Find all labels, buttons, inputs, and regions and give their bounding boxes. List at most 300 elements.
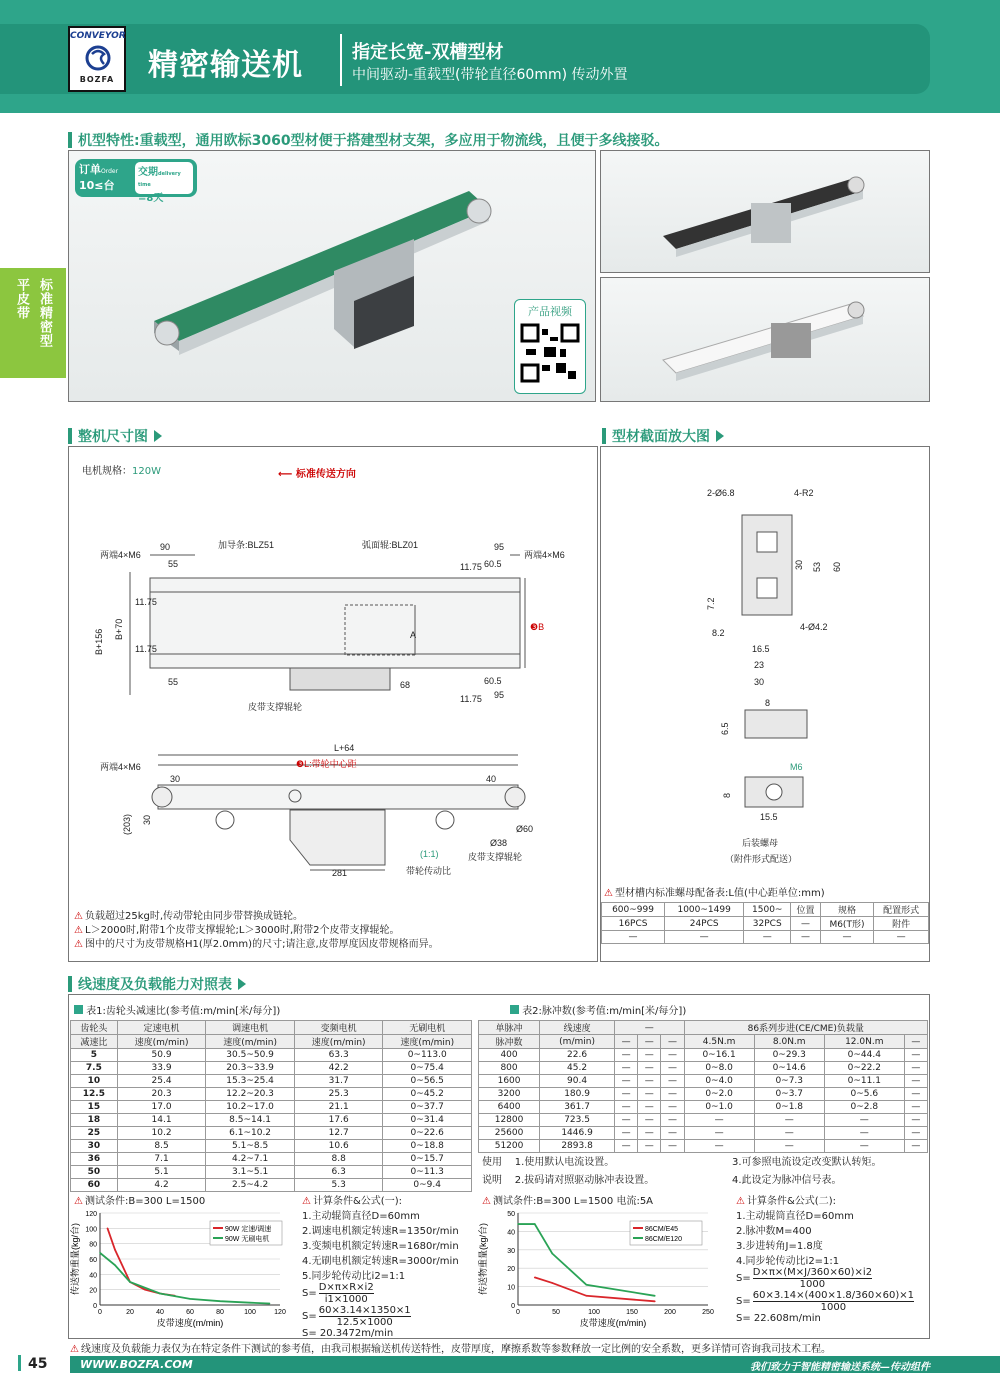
y-tick-label: 100	[85, 1226, 97, 1234]
dim-4-r2: 4-R2	[794, 488, 814, 498]
cell: 31.7	[294, 1075, 383, 1088]
cell: 位置	[791, 903, 821, 917]
calc1-title: 计算条件&公式(一):	[313, 1196, 402, 1207]
dim-55: 55	[168, 559, 179, 569]
table1-header-row	[71, 1021, 472, 1035]
dim-11-75-left-bottom: 11.75	[135, 644, 157, 654]
column-header: —	[638, 1035, 661, 1049]
data-point	[159, 1293, 161, 1295]
direction-label: ⟵ 标准传送方向	[278, 469, 356, 480]
legend-entry: 86CM/E45	[645, 1226, 679, 1233]
cell: 0~1.8	[754, 1101, 824, 1114]
footnote-text: 线速度及负载能力表仅为在特定条件下测试的参考值，由我司根据输送机传送特性，皮带厚度，摩擦系数等参数释放一定比例的安全系数，更多详情可咨询我司技术工程。	[81, 1344, 831, 1355]
table-row	[479, 1101, 928, 1114]
dim-profile-30-bottom: 30	[754, 677, 765, 687]
label-m6-side: 两端4×M6	[100, 762, 141, 772]
table-row	[479, 1127, 928, 1140]
cell: —	[791, 917, 821, 931]
cell: M6(T形)	[820, 917, 873, 931]
data-point	[551, 1282, 553, 1284]
label-m6-left: 两端4×M6	[100, 550, 141, 560]
cell: 50.9	[117, 1049, 206, 1062]
cell: —	[615, 1140, 638, 1153]
x-tick-label: 50	[552, 1309, 560, 1316]
cell: 1500~	[744, 903, 791, 917]
cell: —	[904, 1062, 927, 1075]
chart-2	[478, 1205, 718, 1335]
table2-header-row	[479, 1035, 928, 1049]
dim-95-bottom: 95	[494, 690, 505, 700]
profile-drawing	[602, 480, 928, 870]
cell: 25.3	[294, 1088, 383, 1101]
column-header: 脉冲数	[479, 1035, 540, 1049]
features-heading-text: 机型特性:重载型，通用欧标3060型材便于搭建型材支架，多应用于物流线，且便于多线接驳。	[78, 133, 669, 149]
cell: —	[615, 1049, 638, 1062]
column-header: 减速比	[71, 1035, 118, 1049]
x-tick-label: 20	[126, 1309, 134, 1316]
chart-1	[70, 1205, 298, 1335]
cell: —	[820, 931, 873, 944]
logo-emblem-icon	[84, 45, 112, 71]
motor-label: 电机规格：	[82, 466, 132, 477]
ratio-1-1: (1:1)	[420, 849, 439, 859]
cell: 0~31.4	[383, 1114, 472, 1127]
legend-entry: 90W 定速/调速	[225, 1226, 272, 1233]
profile-heading	[602, 426, 724, 446]
data-point	[189, 1298, 191, 1300]
subtitle-primary: 指定长宽-双槽型材	[352, 42, 504, 63]
y-tick-label: 0	[93, 1303, 97, 1310]
note-label: 说明	[482, 1175, 502, 1186]
calc1-f1-den: i1×1000	[324, 1294, 368, 1305]
cell: 10.6	[294, 1140, 383, 1153]
calc2-f2-num: 60×3.14×(400×1.8/360×60)×1	[752, 1290, 914, 1301]
cell: —	[824, 1114, 904, 1127]
cell: 0~8.0	[684, 1062, 754, 1075]
dim-11-75-left-top: 11.75	[135, 597, 157, 607]
y-tick-label: 30	[507, 1247, 515, 1255]
calc2-s: S=	[736, 1273, 751, 1284]
data-point	[654, 1295, 656, 1297]
explain-note-2: 4.此设定为脉冲信号表。	[732, 1175, 842, 1186]
note-3-text: 图中的尺寸为皮带规格H1(厚2.0mm)的尺寸;请注意,皮带厚度因皮带规格而异。	[85, 939, 439, 950]
delivery-label-en: delivery time	[138, 171, 181, 188]
delivery-days: =8天	[138, 193, 164, 204]
cell: 51200	[479, 1140, 540, 1153]
cell: —	[638, 1088, 661, 1101]
cell: 45.2	[540, 1062, 615, 1075]
data-point	[144, 1289, 146, 1291]
table1-title	[74, 1002, 280, 1017]
data-point	[551, 1253, 553, 1255]
y-tick-label: 40	[89, 1272, 97, 1280]
calc1-line: 3.变频电机额定转速R=1680r/min	[302, 1241, 459, 1252]
table2-header-row	[479, 1021, 928, 1035]
cell: 10	[71, 1075, 118, 1088]
cell: —	[615, 1101, 638, 1114]
dim-nut-8-side: 8	[722, 792, 732, 798]
y-axis-label: 传送物重量(kg/台)	[70, 1222, 80, 1296]
x-tick-label: 100	[588, 1309, 600, 1316]
cell: 0~11.3	[383, 1166, 472, 1179]
table-row	[479, 1049, 928, 1062]
table1-header-row	[71, 1035, 472, 1049]
cell: 7.1	[117, 1153, 206, 1166]
data-point	[534, 1277, 536, 1279]
cell: 2.5~4.2	[206, 1179, 295, 1192]
cell: —	[638, 1140, 661, 1153]
cell: —	[904, 1101, 927, 1114]
column-header: 速度(m/min)	[206, 1035, 295, 1049]
test-condition-1-text: 测试条件:B=300 L=1500	[85, 1196, 206, 1207]
data-point	[219, 1300, 221, 1302]
cell: 42.2	[294, 1062, 383, 1075]
cell: 7.5	[71, 1062, 118, 1075]
video-label: 产品视频	[528, 305, 572, 318]
cell: 0~44.4	[824, 1049, 904, 1062]
features-heading	[68, 130, 669, 150]
table-row	[71, 1140, 472, 1153]
cell: 4.2~7.1	[206, 1153, 295, 1166]
cell: —	[904, 1088, 927, 1101]
dim-b70: B+70	[114, 618, 124, 640]
cell: —	[661, 1062, 684, 1075]
cell: —	[615, 1062, 638, 1075]
data-point	[99, 1252, 101, 1254]
footer-url-text[interactable]: WWW.BOZFA.COM	[80, 1358, 193, 1371]
cell: 0~75.4	[383, 1062, 472, 1075]
column-header: 变频电机	[294, 1021, 383, 1035]
order-label: 订单	[79, 163, 101, 176]
cell: 17.6	[294, 1114, 383, 1127]
cell: —	[661, 1114, 684, 1127]
table-row	[71, 1179, 472, 1192]
dim-profile-8-2: 8.2	[712, 628, 725, 638]
cell: —	[684, 1114, 754, 1127]
cell: 0~22.2	[824, 1062, 904, 1075]
cell: 5.3	[294, 1179, 383, 1192]
side-category-tab[interactable]	[0, 268, 66, 378]
side-tab-text-1: 平皮带	[14, 278, 29, 320]
cell: —	[904, 1114, 927, 1127]
x-tick-label: 250	[702, 1309, 714, 1316]
test-condition-2-text: 测试条件:B=300 L=1500 电流:5A	[493, 1196, 654, 1207]
dim-profile-53: 53	[812, 561, 822, 572]
page-number: 45	[28, 1356, 48, 1372]
cell: —	[638, 1075, 661, 1088]
nut-table	[601, 902, 929, 944]
x-axis-label: 皮带速度(m/min)	[579, 1318, 647, 1328]
cell: —	[615, 1127, 638, 1140]
cell: —	[638, 1101, 661, 1114]
cell: 50	[71, 1166, 118, 1179]
dims-heading-text: 整机尺寸图	[78, 429, 148, 445]
cell: 0~4.0	[684, 1075, 754, 1088]
test-condition-2: ⚠ 测试条件:B=300 L=1500 电流:5A	[482, 1196, 654, 1207]
legend-entry: 90W 无刷电机	[225, 1236, 270, 1243]
calc1-f2-den: 12.5×1000	[336, 1317, 393, 1328]
cell: —	[754, 1127, 824, 1140]
data-point	[534, 1223, 536, 1225]
column-header: 单脉冲	[479, 1021, 540, 1035]
label-m6-right: 两端4×M6	[524, 550, 565, 560]
column-header: —	[661, 1035, 684, 1049]
cell: 0~9.4	[383, 1179, 472, 1192]
pulse-table	[478, 1020, 928, 1153]
video-qr-card[interactable]	[514, 299, 586, 394]
dim-nut-m6: M6	[790, 762, 803, 772]
cell: 8.8	[294, 1153, 383, 1166]
cell: 17.0	[117, 1101, 206, 1114]
cell: 0~7.3	[754, 1075, 824, 1088]
cell: 0~2.8	[824, 1101, 904, 1114]
side-tab-text-2: 标准精密型	[37, 278, 52, 348]
cell: 3.1~5.1	[206, 1166, 295, 1179]
x-tick-label: 200	[664, 1309, 676, 1316]
cell: —	[684, 1140, 754, 1153]
cell: —	[824, 1140, 904, 1153]
note-1-text: 负载超过25kg时,传动带轮由同步带替换成链轮。	[85, 911, 304, 922]
cell: —	[661, 1140, 684, 1153]
cell: 30.5~50.9	[206, 1049, 295, 1062]
cell: —	[744, 931, 791, 944]
cell: —	[791, 931, 821, 944]
cell: 0~22.6	[383, 1127, 472, 1140]
cell: 5.1	[117, 1166, 206, 1179]
cell: 800	[479, 1062, 540, 1075]
cell: 25.4	[117, 1075, 206, 1088]
cell: 0~37.7	[383, 1101, 472, 1114]
column-header: 8.0N.m	[754, 1035, 824, 1049]
cell: 0~113.0	[383, 1049, 472, 1062]
dim-d38: Ø38	[490, 838, 508, 848]
table-row	[71, 1127, 472, 1140]
cell: 63.3	[294, 1049, 383, 1062]
calc1-line: 5.同步轮传动比i2=1:1	[302, 1271, 406, 1282]
column-header: 调速电机	[206, 1021, 295, 1035]
calc2-f1-num: D×π×(M×J/360×60)×i2	[752, 1267, 873, 1278]
explain-note-1: 2.拔码请对照驱动脉冲表设置。	[514, 1175, 655, 1186]
column-header: 线速度	[540, 1021, 615, 1035]
y-tick-label: 10	[507, 1284, 515, 1292]
column-header: 12.0N.m	[824, 1035, 904, 1049]
cell: 10.2	[117, 1127, 206, 1140]
cell: 18	[71, 1114, 118, 1127]
cell: —	[665, 931, 744, 944]
cell: 0~2.0	[684, 1088, 754, 1101]
calc2-line: 2.脉冲数M=400	[736, 1226, 812, 1237]
page-title: 精密输送机	[148, 48, 303, 83]
label-support-roller: 皮带支撑辊轮	[248, 702, 303, 712]
cell: —	[661, 1075, 684, 1088]
column-header: (m/min)	[540, 1035, 615, 1049]
dim-profile-23: 23	[754, 660, 765, 670]
label-guide-bar: 加导条:BLZ51	[218, 540, 275, 550]
delivery-badge	[135, 162, 193, 204]
calc1-f2-num: 60×3.14×1350×1	[318, 1305, 411, 1316]
footnote: ⚠ 线速度及负载能力表仅为在特定条件下测试的参考值，由我司根据输送机传送特性，皮带厚度，摩擦系数等参数释放一定比例的安全系数，更多详情可咨询我司技术工程。	[70, 1344, 831, 1355]
order-label-en: Order	[101, 168, 119, 175]
brand-logo	[68, 26, 126, 92]
cell: 0~56.5	[383, 1075, 472, 1088]
footer-mark	[18, 1355, 21, 1371]
table-row	[479, 1140, 928, 1153]
use-note-1: 1.使用默认电流设置。	[514, 1157, 615, 1168]
delivery-label: 交期	[138, 167, 158, 178]
dim-4-d4-2: 4-Ø4.2	[800, 622, 828, 632]
legend-entry: 86CM/E120	[645, 1236, 682, 1243]
column-header: 无刷电机	[383, 1021, 472, 1035]
cell: 2893.8	[540, 1140, 615, 1153]
cell: 12800	[479, 1114, 540, 1127]
dim-95: 95	[494, 542, 505, 552]
cell: 20.3	[117, 1088, 206, 1101]
y-tick-label: 20	[89, 1287, 97, 1295]
cell: 6.3	[294, 1166, 383, 1179]
cell: 0~45.2	[383, 1088, 472, 1101]
calc1-line: 1.主动辊筒直径D=60mm	[302, 1211, 420, 1222]
cell: 25	[71, 1127, 118, 1140]
cell: 14.1	[117, 1114, 206, 1127]
nut-table-title-text: 型材槽内标准螺母配备表:L值(中心距单位:mm)	[615, 888, 825, 899]
data-point	[107, 1228, 109, 1230]
cell: 配置形式	[874, 903, 929, 917]
dim-d60: Ø60	[516, 824, 534, 834]
table-row	[71, 1101, 472, 1114]
cell: 90.4	[540, 1075, 615, 1088]
dim-profile-7-2: 7.2	[706, 597, 716, 610]
column-header: 86系列步进(CE/CME)负载量	[684, 1021, 927, 1035]
data-point	[586, 1284, 588, 1286]
calc1-line: 4.无刷电机额定转速R=3000r/min	[302, 1256, 459, 1267]
dims-notes	[74, 910, 439, 952]
nut-note: （附件形式配送）	[725, 854, 798, 864]
x-tick-label: 0	[98, 1309, 102, 1316]
footer-slogan: 我们致力于智能精密输送系统—传动组件	[750, 1362, 930, 1373]
qr-code-icon[interactable]	[520, 323, 580, 383]
dim-30-vertical: 30	[142, 814, 152, 825]
cell: 8.5~14.1	[206, 1114, 295, 1127]
data-point	[129, 1281, 131, 1283]
motor-value: 120W	[132, 466, 161, 477]
table-row	[71, 1062, 472, 1075]
table-row	[479, 1088, 928, 1101]
column-header: —	[615, 1035, 638, 1049]
calc1-s: S=	[302, 1288, 317, 1299]
dims-heading	[68, 426, 162, 446]
table-row	[71, 1166, 472, 1179]
footer-bar	[260, 1356, 1000, 1373]
data-point	[114, 1249, 116, 1251]
calc2-result: S= 22.608m/min	[736, 1313, 821, 1324]
direction-text: 标准传送方向	[295, 469, 356, 480]
cell: 规格	[820, 903, 873, 917]
table1-title-text: 表1:齿轮头减速比(参考值:m/min[米/每分])	[86, 1006, 281, 1017]
cell: —	[754, 1140, 824, 1153]
cell: 24PCS	[665, 917, 744, 931]
dim-b: ❸B	[530, 622, 545, 632]
dim-b156: B+156	[94, 628, 104, 655]
table-row	[479, 1062, 928, 1075]
cell: 25600	[479, 1127, 540, 1140]
cell: —	[904, 1049, 927, 1062]
dim-a: A	[410, 630, 417, 640]
cell: —	[638, 1049, 661, 1062]
cell: —	[661, 1088, 684, 1101]
dim-60-5: 60.5	[484, 559, 502, 569]
x-tick-label: 120	[274, 1309, 286, 1316]
y-tick-label: 120	[85, 1211, 97, 1218]
cell: 0~5.6	[824, 1088, 904, 1101]
dim-l-center: ❸L:带轮中心距	[296, 759, 357, 769]
cell: 6400	[479, 1101, 540, 1114]
footer-url[interactable]	[70, 1356, 260, 1373]
conveyor-thumb-dark	[601, 151, 929, 272]
cell: 600~999	[602, 903, 665, 917]
y-tick-label: 60	[89, 1257, 97, 1264]
cell: 180.9	[540, 1088, 615, 1101]
y-tick-label: 20	[507, 1266, 515, 1274]
logo-text-bottom: BOZFA	[79, 75, 115, 84]
table-row	[602, 931, 929, 944]
cell: 0~3.7	[754, 1088, 824, 1101]
speed-heading	[68, 974, 246, 994]
column-header: 4.5N.m	[684, 1035, 754, 1049]
calc1-line: 2.调速电机额定转速R=1350r/min	[302, 1226, 459, 1237]
cell: 15	[71, 1101, 118, 1114]
table-row	[479, 1075, 928, 1088]
calc1-result: S= 20.3472m/min	[302, 1328, 394, 1339]
table2-title	[510, 1002, 686, 1017]
calc2-f2-den: 1000	[820, 1302, 847, 1313]
use-label: 使用	[482, 1157, 502, 1168]
cell: 36	[71, 1153, 118, 1166]
note-1: ⚠ 负载超过25kg时,传动带轮由同步带替换成链轮。	[74, 911, 304, 922]
nut-name: 后装螺母	[742, 838, 779, 848]
calc1-f1-num: D×π×R×i2	[318, 1282, 374, 1293]
cell: 20.3~33.9	[206, 1062, 295, 1075]
table2-title-text: 表2:脉冲数(参考值:m/min[米/每分])	[522, 1006, 687, 1017]
dim-nut-6-5: 6.5	[720, 722, 730, 735]
label-arc-roller: 弧面辊:BLZ01	[362, 540, 419, 550]
calc-panel-2: ⚠ 计算条件&公式(二): 1.主动辊筒直径D=60mm 2.脉冲数M=400 3.步进转角J=1.8度 4.同步轮传动比i2=1:1 S= $\frac{D\times\pi\times(M\times J/360\times 60)\times i2}{1000}$ S= $\frac{60\times 3.14\times(400\times 1.8/360\times 60)\times 1}{1000}$ S= 22.608m/min	[736, 1192, 928, 1324]
test-condition-1: ⚠ 测试条件:B=300 L=1500	[74, 1196, 206, 1207]
cell: —	[904, 1127, 927, 1140]
cell: 60	[71, 1179, 118, 1192]
label-support-side: 皮带支撑辊轮	[468, 852, 523, 862]
title-divider	[340, 34, 342, 86]
cell: —	[615, 1088, 638, 1101]
y-tick-label: 40	[507, 1229, 515, 1237]
side-view-drawing	[70, 740, 596, 890]
dim-90: 90	[160, 542, 171, 552]
cell: 0~1.0	[684, 1101, 754, 1114]
calc2-line: 3.步进转角J=1.8度	[736, 1241, 823, 1252]
cell: 8.5	[117, 1140, 206, 1153]
column-header: —	[904, 1035, 927, 1049]
dim-nut-8: 8	[765, 698, 771, 708]
x-tick-label: 150	[626, 1309, 638, 1316]
cell: 0~18.8	[383, 1140, 472, 1153]
product-photo-2	[600, 150, 930, 273]
cell: 16PCS	[602, 917, 665, 931]
x-tick-label: 40	[156, 1309, 164, 1316]
series-line	[535, 1277, 655, 1301]
note-2-text: L＞2000时,附带1个皮带支撑辊轮;L＞3000时,附带2个皮带支撑辊轮。	[85, 925, 400, 936]
cell: —	[684, 1127, 754, 1140]
cell: 5	[71, 1049, 118, 1062]
cell: —	[661, 1101, 684, 1114]
